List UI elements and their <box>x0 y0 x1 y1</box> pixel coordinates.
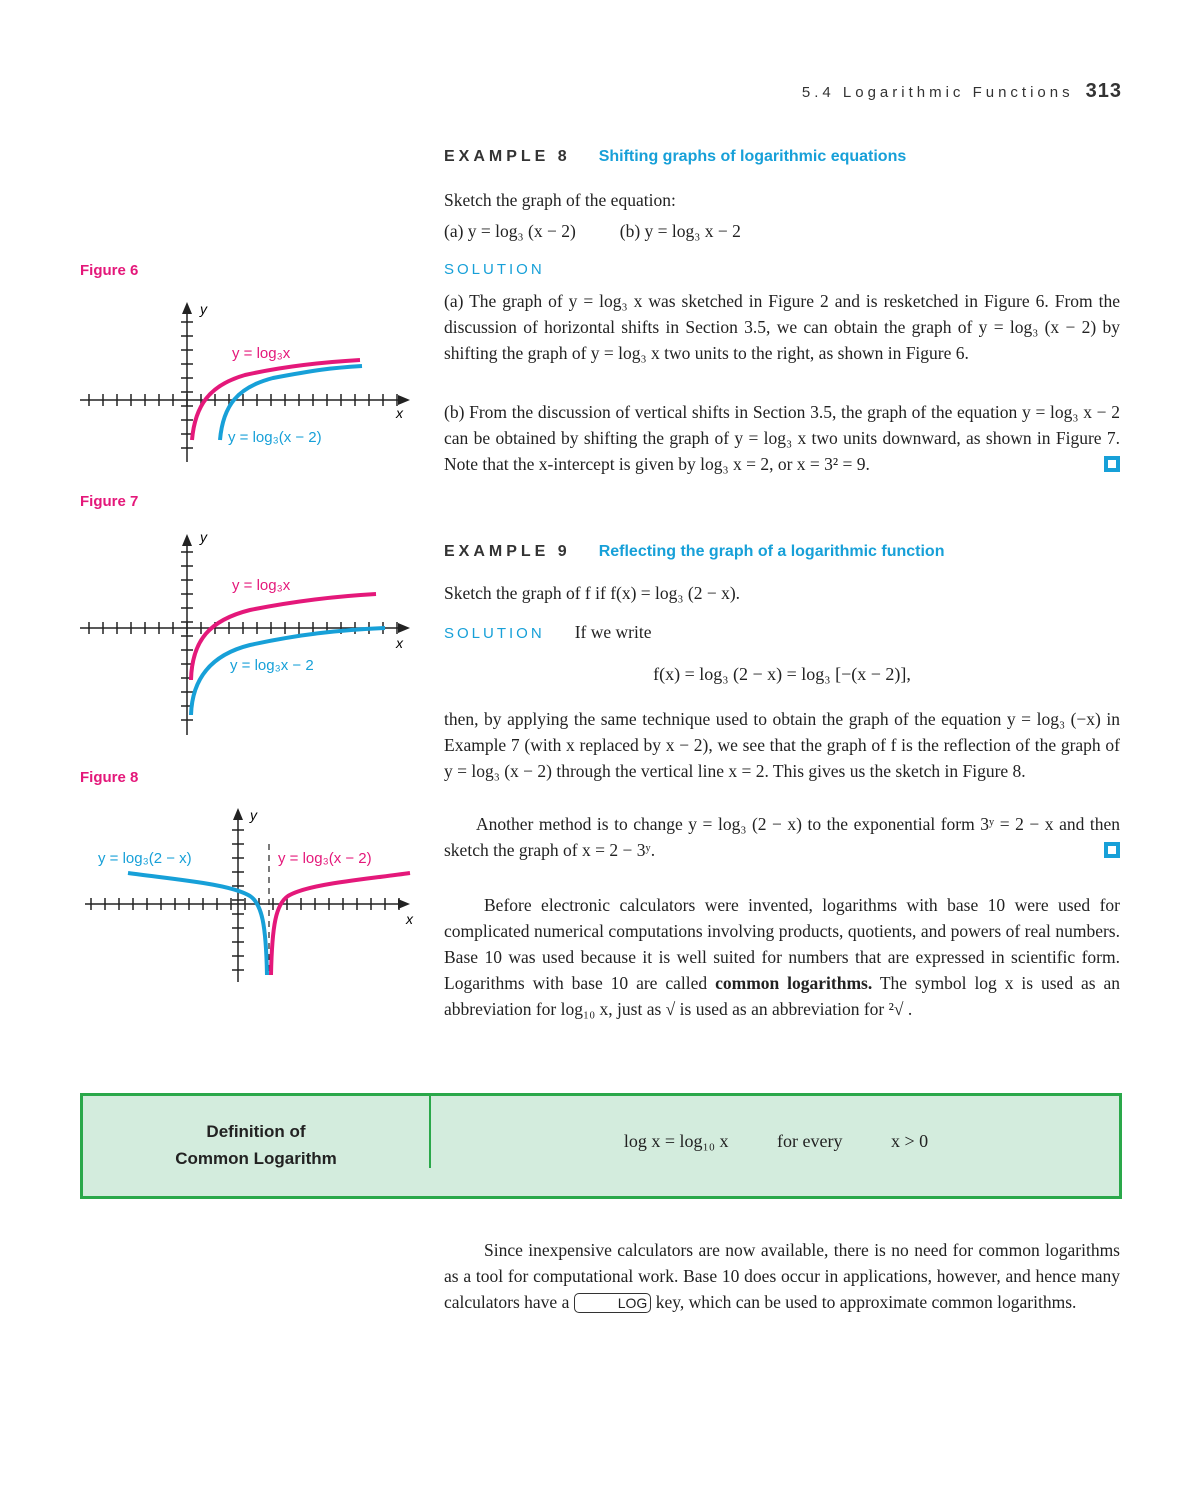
term-common-logarithms: common logarithms. <box>715 973 873 993</box>
figure7-curve2-label: y = log₃x − 2 <box>230 657 314 674</box>
figure6-x-label: x <box>396 405 403 421</box>
example9-solution-line <box>444 619 651 645</box>
end-of-example-icon <box>1104 842 1120 858</box>
figure7-y-label: y <box>200 529 207 545</box>
definition-title-line2: Common Logarithm <box>175 1149 337 1168</box>
figure7-label: Figure 7 <box>80 493 139 510</box>
figure6-graph <box>70 290 420 470</box>
body-paragraph-calculators <box>444 1237 1120 1315</box>
example8-prompt: Sketch the graph of the equation: <box>444 190 676 210</box>
figure8-x-label: x <box>406 911 413 927</box>
figure8-curve2-label: y = log₃(x − 2) <box>278 850 372 867</box>
definition-divider <box>429 1096 431 1168</box>
figure8-curve-log3-x-minus-2 <box>271 873 410 975</box>
page-number: 313 <box>1085 80 1122 102</box>
example8-part-b: (b) y = log₃ x − 2 <box>619 221 741 241</box>
example9-paragraph2 <box>444 811 1120 863</box>
body-paragraph1-text: Before electronic calculators were invented, logarithms with base 10 were used for complicated numerical computations involving products, quotients, and powers of real numbers. Base 10 was used because it is well suited for numbers that are expressed in scientific form. Logarithms with base 10 are called <box>444 895 1120 993</box>
figure7-curve1-label: y = log₃x <box>232 577 291 594</box>
example8-label: EXAMPLE 8 <box>444 148 571 165</box>
figure6-y-label: y <box>200 301 207 317</box>
example9-label: EXAMPLE 9 <box>444 543 571 560</box>
example8-part-a: (a) y = log₃ (x − 2) <box>444 221 576 241</box>
end-of-example-icon <box>1104 456 1120 472</box>
example8-solution-label: SOLUTION <box>444 261 545 278</box>
example9-title: Reflecting the graph of a logarithmic function <box>598 543 945 560</box>
running-head <box>0 80 1122 103</box>
figure7-graph <box>70 520 420 740</box>
section-title: 5.4 Logarithmic Functions <box>801 84 1074 101</box>
figure8-y-label: y <box>250 807 257 823</box>
figure8-curve-log3-2-minus-x <box>128 873 267 975</box>
example9-equation: f(x) = log₃ (2 − x) = log₃ [−(x − 2)], <box>653 664 911 684</box>
example9-heading <box>444 543 944 561</box>
example8-solution-b <box>444 399 1120 477</box>
figure6-curve1-label: y = log₃x <box>232 345 291 362</box>
example9-paragraph2-text: Another method is to change y = log₃ (2 − x) to the exponential form 3ʸ = 2 − x and then sketch the graph of x = 2 − 3ʸ. <box>444 814 1120 860</box>
figure7-x-label: x <box>396 635 403 651</box>
body-paragraph2-start: Since inexpensive calculators are now available, there is no need for common logarithms as a tool for computational work. Base 10 does occur in applications, however, and hence many calculators have a <box>444 1240 1120 1312</box>
log-key-icon: LOG <box>574 1293 652 1313</box>
figure6-curve2-label: y = log₃(x − 2) <box>228 429 322 446</box>
example9-solution-label: SOLUTION <box>444 625 545 642</box>
figure8-label: Figure 8 <box>80 769 139 786</box>
figure6-x-axis <box>80 395 410 405</box>
example8-parts <box>444 218 1120 244</box>
example8-title: Shifting graphs of logarithmic equations <box>598 148 907 165</box>
definition-title <box>83 1118 429 1172</box>
definition-title-line1: Definition of <box>206 1122 306 1141</box>
definition-box <box>80 1093 1122 1199</box>
figure6-label: Figure 6 <box>80 262 139 279</box>
definition-eq-left: log x = log₁₀ x <box>623 1131 729 1151</box>
example9-paragraph1: then, by applying the same technique used to obtain the graph of the equation y = log₃ (−x) in Example 7 (with x replaced by x − 2), we see that the graph of f is the reflection of the graph of y = log₃ (x − 2) through the vertical line x = 2. This gives us the sketch in Figure 8. <box>444 709 1120 781</box>
example9-solution-intro: If we write <box>574 622 652 642</box>
example8-solution-b-text: (b) From the discussion of vertical shifts in Section 3.5, the graph of the equation y = log₃ x − 2 can be obtained by shifting the graph of y = log₃ x two units downward, as shown in Figure 7. Note that the x-intercept is given by log₃ x = 2, or x = 3² = 9. <box>444 402 1120 474</box>
figure8-graph <box>80 800 425 990</box>
definition-equation <box>433 1131 1119 1152</box>
example8-heading <box>444 148 906 166</box>
body-paragraph2-end: key, which can be used to approximate common logarithms. <box>655 1292 1077 1312</box>
definition-eq-right: x > 0 <box>891 1131 929 1151</box>
body-paragraph1-end: The symbol log x is used as an abbreviation for log₁₀ x, just as √ is used as an abbreviation for ²√ . <box>444 973 1121 1019</box>
example8-solution-a: (a) The graph of y = log₃ x was sketched in Figure 2 and is resketched in Figure 6. From the discussion of horizontal shifts in Section 3.5, we can obtain the graph of y = log₃ (x − 2) by shifting the graph of y = log₃ x two units to the right, as shown in Figure 6. <box>444 291 1120 363</box>
example9-prompt: Sketch the graph of f if f(x) = log₃ (2 − x). <box>444 583 741 603</box>
body-paragraph-common-log <box>444 892 1120 1022</box>
figure8-curve1-label: y = log₃(2 − x) <box>98 850 192 867</box>
definition-eq-mid: for every <box>777 1131 843 1151</box>
